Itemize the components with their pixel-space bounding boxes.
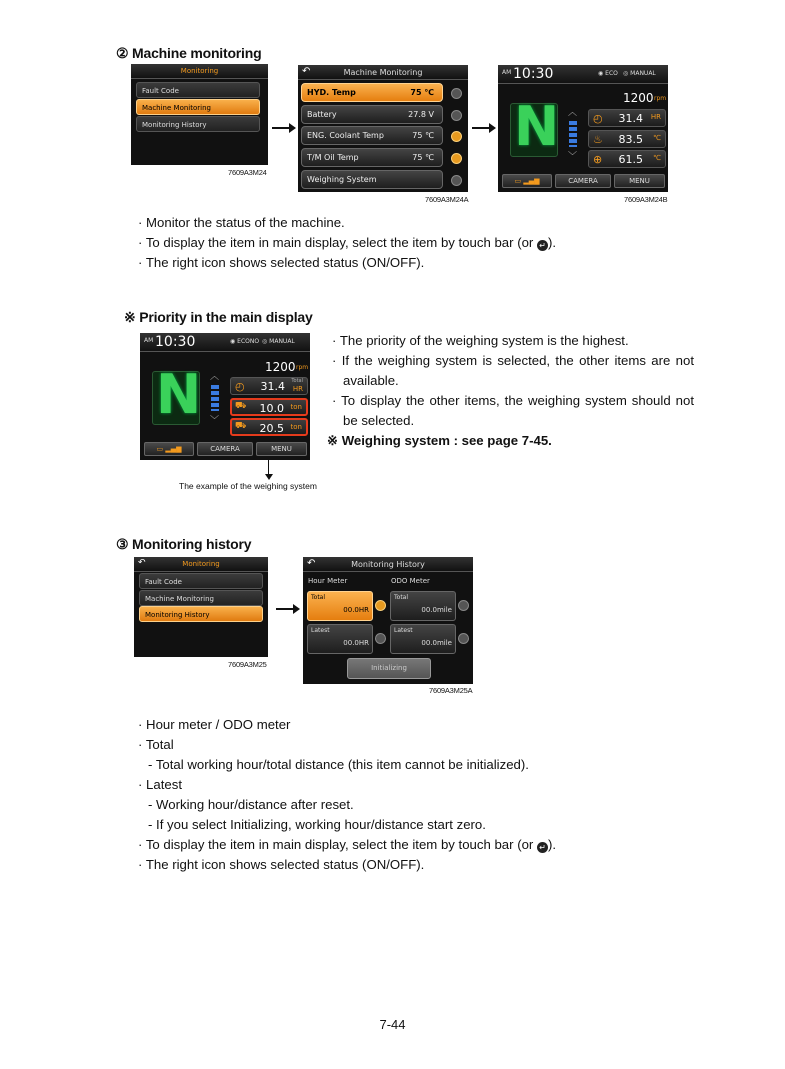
bullet-line-cont: be selected. (343, 413, 415, 428)
temp-value-2: 61.5 (618, 153, 643, 166)
status-toggle-icon[interactable] (375, 633, 386, 644)
weighing-reference-note: ※ Weighing system : see page 7-45. (327, 433, 552, 448)
weight-unit-1: ton (290, 403, 302, 411)
hour-meter-label: Hour Meter (308, 577, 348, 585)
bullet-line: · To display the item in main display, select the item by touch bar (or ↵ ). (138, 837, 557, 852)
screen-title: Monitoring (182, 560, 220, 568)
status-toggle-icon[interactable] (451, 131, 462, 142)
status-toggle-icon[interactable] (451, 153, 462, 164)
priority-heading: ※ Priority in the main display (124, 309, 313, 325)
initializing-button[interactable]: Initializing (347, 658, 431, 679)
eco-mode-icon[interactable]: ◉ ECONO (230, 338, 260, 345)
gear-indicator: N (514, 95, 560, 158)
level-bar-icon (211, 385, 219, 411)
ampm-label: AM (144, 337, 154, 344)
eco-mode-icon[interactable]: ◉ ECO (598, 70, 618, 77)
pointer-arrowhead (265, 474, 273, 480)
total-label: Total (291, 378, 303, 384)
back-icon[interactable]: ↶ (302, 66, 311, 77)
screen-title: Machine Monitoring (343, 68, 423, 77)
hour-meter-row[interactable] (230, 377, 308, 395)
status-toggle-icon[interactable] (458, 633, 469, 644)
menu-button[interactable]: MENU (614, 174, 665, 188)
figure-caption: 7609A3M24A (425, 195, 469, 204)
odo-total-value: 00.0mile (421, 606, 452, 614)
sub-line: - Working hour/distance after reset. (148, 797, 354, 812)
signal-strength-icon: ▭ ▂▄▆ (514, 177, 540, 185)
hour-latest-value: 00.0HR (343, 639, 369, 647)
hour-unit: HR (650, 113, 661, 121)
weight-row-1[interactable] (230, 398, 308, 416)
page-number: 7-44 (379, 1017, 406, 1032)
back-icon[interactable]: ↶ (138, 558, 146, 568)
bullet-line: · Total (138, 737, 174, 752)
monitoring-menu-screen (134, 557, 268, 657)
monitoring-menu-screen (131, 64, 268, 165)
status-toggle-icon[interactable] (458, 600, 469, 611)
weight-value-1: 10.0 (259, 402, 284, 415)
row-weighing-system[interactable]: Weighing System (301, 170, 443, 189)
row-eng-coolant-temp[interactable]: ENG. Coolant Temp 75 ℃ (301, 126, 443, 145)
bullet-line-cont: available. (343, 373, 399, 388)
section-heading-machine-monitoring: ② Machine monitoring (116, 45, 262, 61)
scroll-up-icon[interactable]: ︿ (210, 372, 220, 382)
menu-item-fault-code[interactable]: Fault Code (139, 573, 263, 589)
scroll-up-icon[interactable]: ︿ (568, 108, 578, 118)
section-heading-monitoring-history: ③ Monitoring history (116, 536, 252, 552)
odo-meter-label: ODO Meter (391, 577, 430, 585)
level-bar-icon (569, 121, 577, 147)
latest-label: Latest (394, 627, 413, 634)
figure-caption: 7609A3M25 (228, 660, 267, 669)
figure-caption: 7609A3M25A (429, 686, 473, 695)
enter-button-icon: ↵ (537, 240, 548, 251)
rpm-unit: rpm (654, 95, 667, 102)
sub-line: - Total working hour/total distance (this item cannot be initialized). (148, 757, 529, 772)
menu-item-monitoring-history[interactable]: Monitoring History (139, 606, 263, 622)
total-weight-icon: ⛟ (235, 421, 247, 431)
weight-value-2: 20.5 (259, 422, 284, 435)
bullet-line: · The right icon shows selected status (ON/OFF). (138, 255, 425, 270)
temp-row-1[interactable] (588, 130, 666, 148)
ampm-label: AM (502, 69, 512, 76)
row-battery[interactable]: Battery 27.8 V (301, 105, 443, 124)
weight-unit-2: ton (290, 423, 302, 431)
temp-unit-2: ℃ (653, 154, 661, 162)
total-label: Total (311, 594, 326, 601)
bullet-line: · The right icon shows selected status (ON/OFF). (138, 857, 425, 872)
eco-label: ECONO (237, 338, 260, 345)
menu-item-fault-code[interactable]: Fault Code (136, 82, 260, 98)
screen-title: Monitoring History (351, 560, 425, 569)
signal-strength-icon: ▭ ▂▄▆ (156, 445, 182, 453)
temperature-icon: ♨ (593, 133, 603, 146)
figure-caption: 7609A3M24 (228, 168, 267, 177)
eco-label: ECO (605, 70, 618, 77)
odo-total-button[interactable] (390, 591, 456, 621)
menu-item-monitoring-history[interactable]: Monitoring History (136, 116, 260, 132)
bullet-line: · The priority of the weighing system is the highest. (332, 333, 629, 348)
menu-button[interactable]: MENU (256, 442, 307, 456)
scroll-down-icon[interactable]: ﹀ (210, 416, 220, 426)
camera-button[interactable]: CAMERA (555, 174, 611, 188)
clock-icon: ◴ (593, 112, 603, 125)
row-hyd-temp[interactable]: HYD. Temp 75 ℃ (301, 83, 443, 102)
menu-item-machine-monitoring[interactable]: Machine Monitoring (136, 99, 260, 115)
camera-button[interactable]: CAMERA (197, 442, 253, 456)
back-icon[interactable]: ↶ (307, 558, 316, 569)
bullet-line: · Latest (138, 777, 182, 792)
temp-row-2[interactable] (588, 150, 666, 168)
flow-arrow (472, 127, 490, 129)
odo-latest-value: 00.0mile (421, 639, 452, 647)
sub-line: - If you select Initializing, working hour/distance start zero. (148, 817, 486, 832)
rpm-value: 1200 (265, 360, 296, 374)
flow-arrow (272, 127, 290, 129)
row-tm-oil-temp[interactable]: T/M Oil Temp 75 ℃ (301, 148, 443, 167)
bullet-line: · Monitor the status of the machine. (138, 215, 345, 230)
temp-value-1: 83.5 (618, 133, 643, 146)
machine-monitoring-screen (298, 65, 468, 192)
scroll-down-icon[interactable]: ﹀ (568, 152, 578, 162)
bullet-line: · If the weighing system is selected, the other items are not (332, 353, 694, 368)
total-label: Total (394, 594, 409, 601)
hour-total-value: 00.0HR (343, 606, 369, 614)
manual-mode-icon[interactable]: ◎ MANUAL (262, 338, 295, 345)
gear-indicator: N (156, 363, 202, 426)
temp-unit-1: ℃ (653, 134, 661, 142)
latest-label: Latest (311, 627, 330, 634)
manual-label: MANUAL (269, 338, 295, 345)
manual-mode-icon[interactable]: ◎ MANUAL (623, 70, 656, 77)
weight-row-2[interactable] (230, 418, 308, 436)
hour-meter-row[interactable] (588, 109, 666, 127)
manual-label: MANUAL (630, 70, 656, 77)
clock-time: 10:30 (155, 334, 196, 350)
screen-title: Monitoring (180, 67, 219, 75)
oil-temp-icon: ⊕ (593, 153, 603, 166)
clock-time: 10:30 (513, 66, 554, 82)
bullet-line: · To display the other items, the weighing system should not (332, 393, 694, 408)
status-toggle-icon[interactable] (451, 175, 462, 186)
bucket-weight-icon: ⛟ (235, 401, 247, 411)
signal-button[interactable] (144, 442, 194, 456)
flow-arrow (276, 608, 294, 610)
bullet-line: · Hour meter / ODO meter (138, 717, 291, 732)
status-toggle-icon[interactable] (375, 600, 386, 611)
monitoring-history-screen (303, 557, 473, 684)
status-toggle-icon[interactable] (451, 110, 462, 121)
rpm-value: 1200 (623, 91, 654, 105)
menu-item-machine-monitoring[interactable]: Machine Monitoring (139, 590, 263, 606)
signal-button[interactable] (502, 174, 552, 188)
main-display-screen (498, 65, 668, 192)
hour-total-button[interactable] (307, 591, 373, 621)
weighing-example-caption: The example of the weighing system (179, 481, 317, 491)
rpm-unit: rpm (296, 364, 309, 371)
enter-button-icon: ↵ (537, 842, 548, 853)
hour-unit: HR (292, 385, 303, 393)
status-toggle-icon[interactable] (451, 88, 462, 99)
bullet-line: · To display the item in main display, select the item by touch bar (or ↵ ). (138, 235, 557, 250)
hour-value: 31.4 (618, 112, 643, 125)
weighing-main-display-screen (140, 333, 310, 460)
figure-caption: 7609A3M24B (624, 195, 668, 204)
hour-value: 31.4 (260, 380, 285, 393)
odo-latest-button[interactable] (390, 624, 456, 654)
clock-icon: ◴ (235, 380, 245, 393)
hour-latest-button[interactable] (307, 624, 373, 654)
